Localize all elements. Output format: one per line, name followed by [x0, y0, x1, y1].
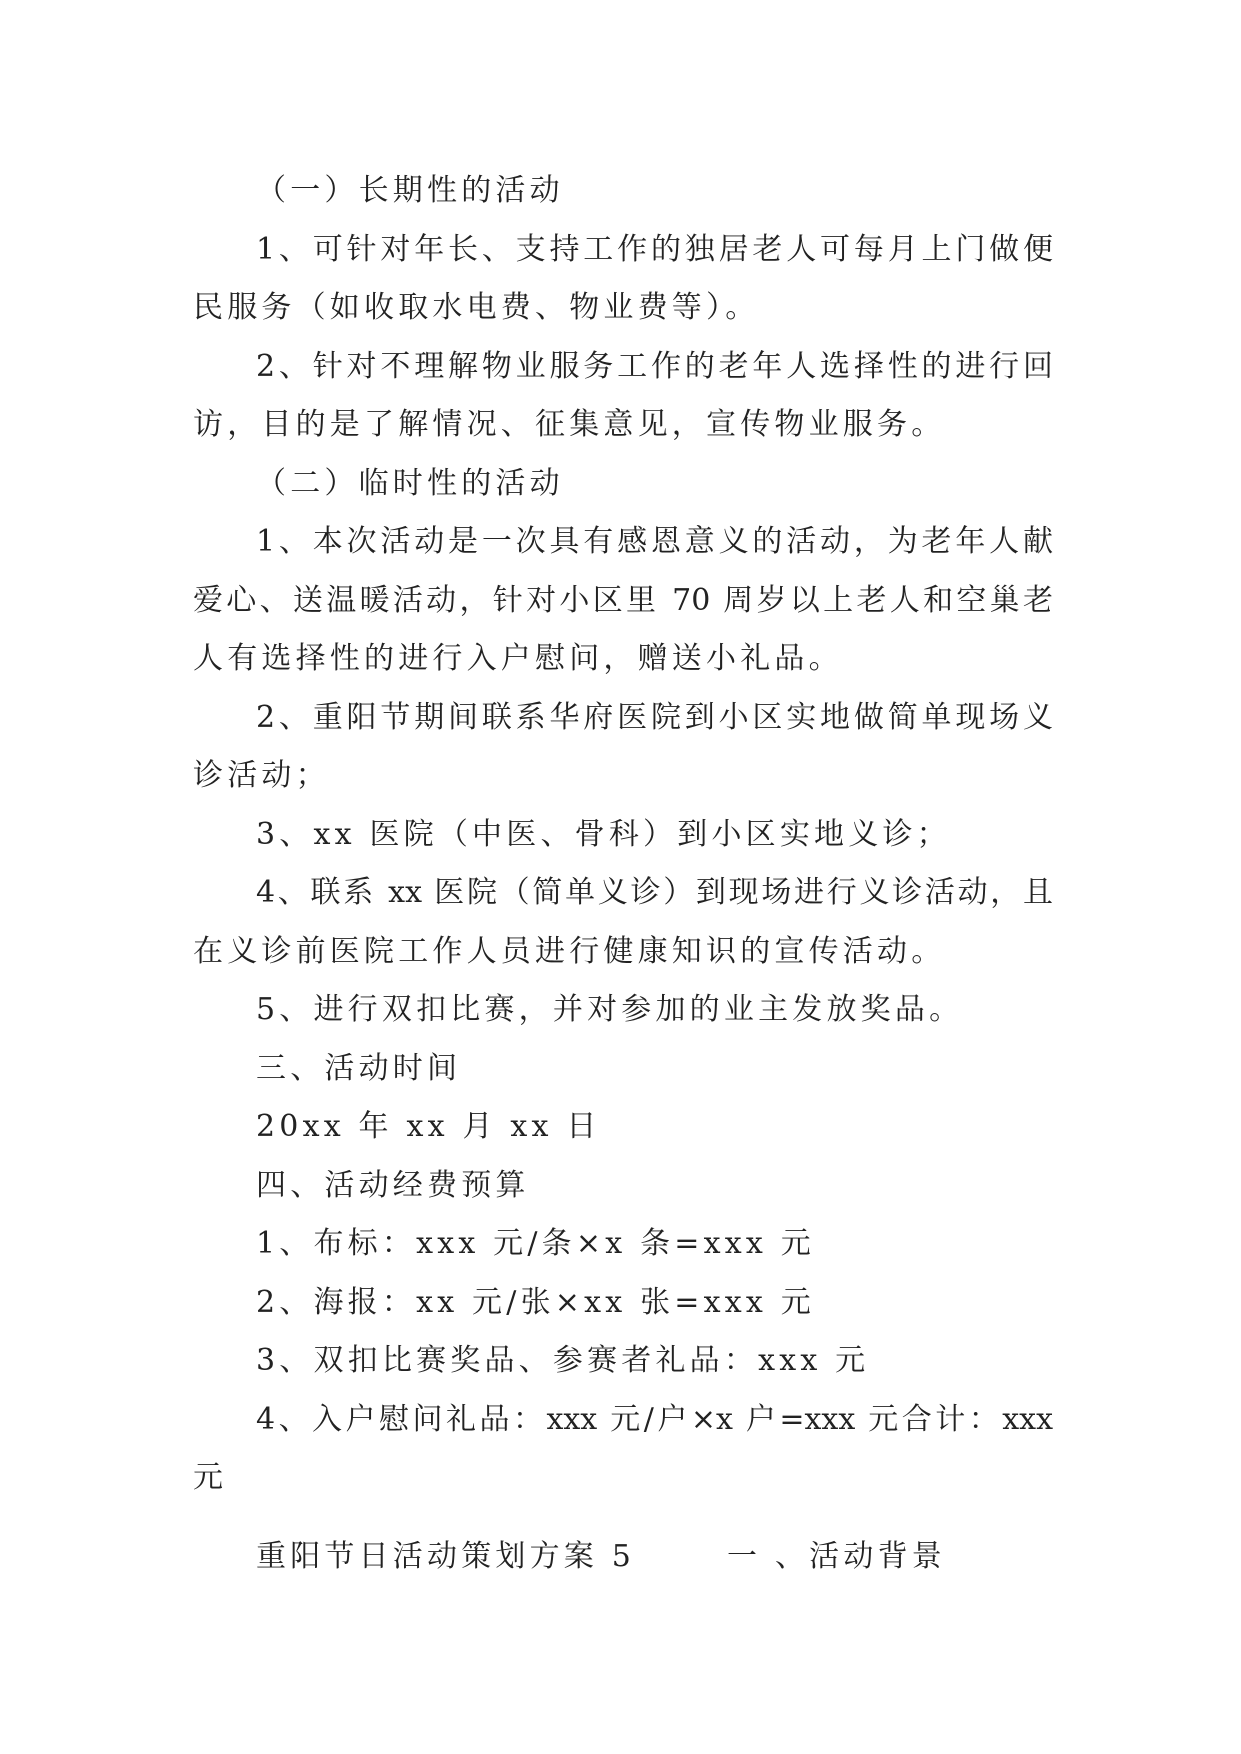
budget-item: 4、入户慰问礼品：xxx 元/户×x 户=xxx 元合计：xxx [256, 1401, 1053, 1437]
paragraph-line: 5、进行双扣比赛，并对参加的业主发放奖品。 [256, 992, 964, 1027]
plan-title-line [193, 1528, 1053, 1587]
budget-item: 2、海报：xx 元/张×xx 张=xxx 元 [256, 1284, 815, 1320]
paragraph-line: 诊活动； [193, 758, 330, 793]
section-heading-background: 一 、活动背景 [727, 1538, 946, 1574]
section-heading-budget: 四、活动经费预算 [256, 1167, 530, 1203]
section-heading-long-term: （一）长期性的活动 [256, 173, 564, 208]
budget-item: 1、布标：xxx 元/条×x 条=xxx 元 [256, 1226, 815, 1261]
section-heading-activity-time: 三、活动时间 [256, 1050, 462, 1086]
paragraph-line: 元 [193, 1460, 228, 1495]
paragraph-line: 3、xx 医院（中医、骨科）到小区实地义诊； [256, 816, 951, 852]
budget-item: 3、双扣比赛奖品、参赛者礼品：xxx 元 [256, 1343, 870, 1378]
plan-title: 重阳节日活动策划方案 5 [256, 1538, 636, 1574]
paragraph-line: 在义诊前医院工作人员进行健康知识的宣传活动。 [193, 933, 946, 969]
document-body [193, 162, 1053, 1586]
paragraph-line: 人有选择性的进行入户慰问，赠送小礼品。 [193, 641, 843, 676]
section-heading-temporary: （二）临时性的活动 [256, 465, 564, 501]
paragraph-line: 访，目的是了解情况、征集意见，宣传物业服务。 [193, 407, 946, 442]
paragraph-line: 爱心、送温暖活动，针对小区里 70 周岁以上老人和空巢老 [193, 582, 1053, 618]
paragraph-line: 2、针对不理解物业服务工作的老年人选择性的进行回 [256, 348, 1053, 384]
paragraph-line: 1、可针对年长、支持工作的独居老人可每月上门做便 [256, 231, 1053, 267]
activity-date: 20xx 年 xx 月 xx 日 [256, 1109, 601, 1144]
paragraph-line: 4、联系 xx 医院（简单义诊）到现场进行义诊活动，且 [256, 875, 1053, 910]
paragraph-line: 民服务（如收取水电费、物业费等）。 [193, 290, 760, 325]
paragraph-line: 2、重阳节期间联系华府医院到小区实地做简单现场义 [256, 699, 1053, 735]
paragraph-line: 1、本次活动是一次具有感恩意义的活动，为老年人献 [256, 524, 1053, 559]
